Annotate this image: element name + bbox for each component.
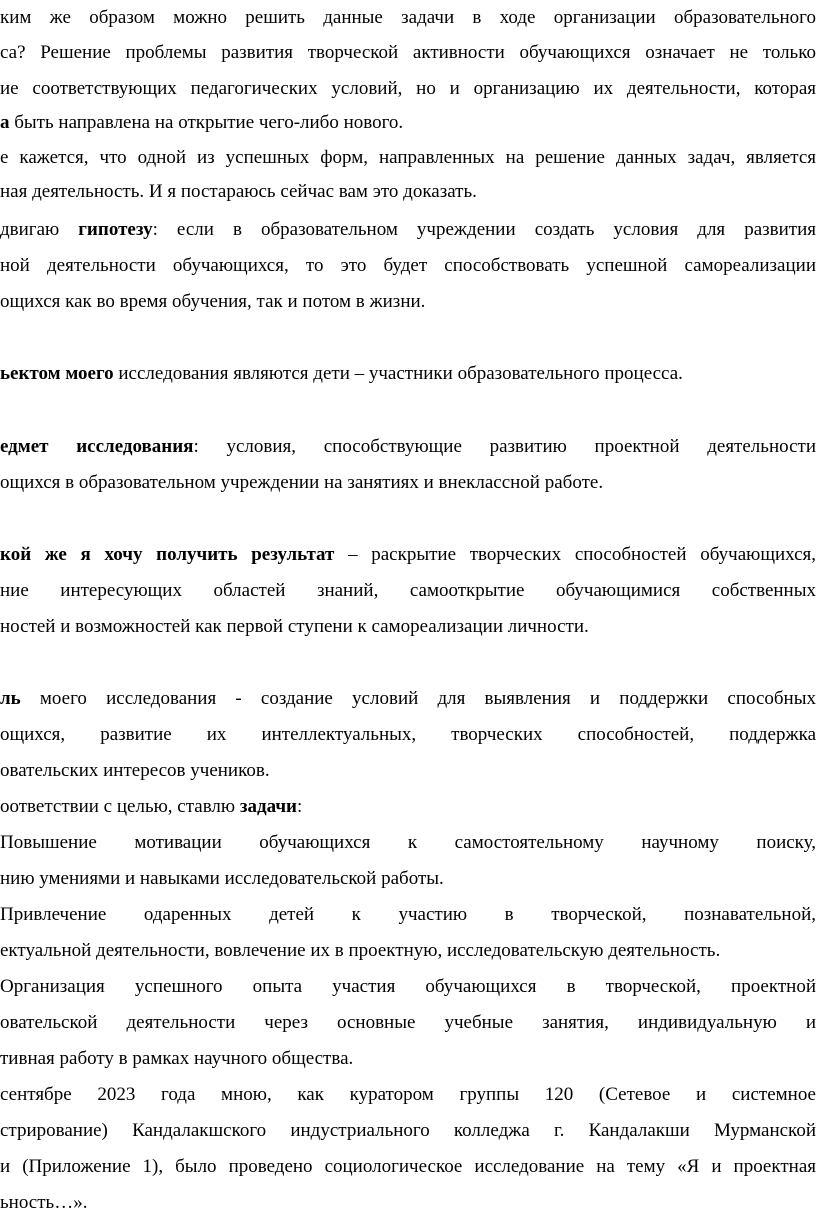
text-line-4: а быть направлена на открытие чего-либо нового. <box>0 112 404 133</box>
text-line-19: оответствии с целью, ставлю задачи: <box>0 796 303 817</box>
text-line-5: е кажется, что одной из успешных форм, направленных на решение данных задач, является <box>0 147 816 168</box>
text-line-20: Повышение мотивации обучающихся к самостоятельному научному поиску, <box>0 832 816 853</box>
text-line-1: ким же образом можно решить данные задачи в ходе организации образовательного <box>0 7 816 28</box>
text-line-9: ощихся как во время обучения, так и потом в жизни. <box>0 291 426 312</box>
text-line-12: ощихся в образовательном учреждении на занятиях и внеклассной работе. <box>0 472 604 493</box>
text-line-21: нию умениями и навыками исследовательской работы. <box>0 868 444 889</box>
text-line-26: тивная работу в рамках научного общества. <box>0 1048 354 1069</box>
text-line-27: сентябре 2023 года мною, как куратором группы 120 (Сетевое и системное <box>0 1084 816 1105</box>
text-line-13: кой же я хочу получить результат – раскрытие творческих способностей обучающихся, <box>0 544 816 565</box>
text-line-10: ьектом моего исследования являются дети – участники образовательного процесса. <box>0 363 683 384</box>
text-line-17: ощихся, развитие их интеллектуальных, творческих способностей, поддержка <box>0 724 816 745</box>
text-line-2: са? Решение проблемы развития творческой активности обучающихся означает не только <box>0 42 816 63</box>
text-line-29: и (Приложение 1), было проведено социологическое исследование на тему «Я и проектная <box>0 1156 816 1177</box>
text-line-15: ностей и возможностей как первой ступени к самореализации личности. <box>0 616 589 637</box>
text-line-25: овательской деятельности через основные учебные занятия, индивидуальную и <box>0 1012 816 1033</box>
text-line-8: ной деятельности обучающихся, то это будет способствовать успешной самореализации <box>0 255 816 276</box>
text-line-6: ная деятельность. И я постараюсь сейчас вам это доказать. <box>0 181 477 202</box>
text-line-16: ль моего исследования - создание условий для выявления и поддержки способных <box>0 688 816 709</box>
text-line-30: ьность…». <box>0 1192 88 1213</box>
text-line-7: двигаю гипотезу: если в образовательном учреждении создать условия для развития <box>0 219 816 240</box>
text-line-22: Привлечение одаренных детей к участию в творческой, познавательной, <box>0 904 816 925</box>
text-line-14: ние интересующих областей знаний, самооткрытие обучающимися собственных <box>0 580 816 601</box>
text-line-23: ектуальной деятельности, вовлечение их в проектную, исследовательскую деятельность. <box>0 940 721 961</box>
text-line-28: стрирование) Кандалакшского индустриального колледжа г. Кандалакши Мурманской <box>0 1120 816 1141</box>
text-line-3: ие соответствующих педагогических условий, но и организацию их деятельности, которая <box>0 78 816 99</box>
text-line-24: Организация успешного опыта участия обучающихся в творческой, проектной <box>0 976 816 997</box>
text-line-18: овательских интересов учеников. <box>0 760 270 781</box>
text-line-11: едмет исследования: условия, способствующие развитию проектной деятельности <box>0 436 816 457</box>
